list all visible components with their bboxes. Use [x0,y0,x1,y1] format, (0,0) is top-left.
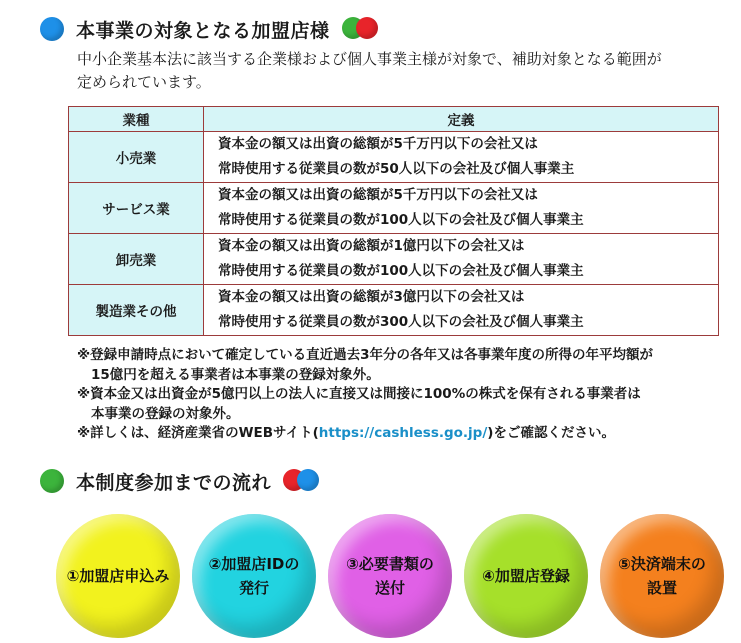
industry-cell: 製造業その他 [69,285,204,336]
section-heading-eligible-merchants [40,14,382,44]
table-header-row [69,107,719,132]
definition-line: 常時使用する従業員の数が300人以下の会社及び個人事業主 [218,314,584,330]
step-label: 送付 [374,579,405,597]
table-row [69,234,719,285]
green-red-circles-icon [342,17,382,41]
step-label: 発行 [238,579,269,597]
industry-cell: サービス業 [69,183,204,234]
table-row [69,132,719,183]
step-label: ④加盟店登録 [482,567,570,585]
definition-cell [204,132,719,183]
cashless-website-link[interactable]: https://cashless.go.jp/ [318,425,488,441]
footnote-line [77,424,727,444]
footnote-prefix: ※詳しくは、経済産業省のWEBサイト( [77,425,319,441]
definition-line: 常時使用する従業員の数が100人以下の会社及び個人事業主 [218,212,584,228]
industry-cell: 小売業 [69,132,204,183]
section-title: 本事業の対象となる加盟店様 [76,19,330,42]
table-row [69,183,719,234]
intro-line: 定められています。 [77,73,211,91]
section-heading-participation-flow [40,466,323,496]
industry-cell: 卸売業 [69,234,204,285]
footnote-line: 本事業の登録の対象外。 [91,405,240,422]
step-circle-merchant-id-issuance [192,514,316,638]
definition-cell [204,234,719,285]
step-label: ①加盟店申込み [66,567,170,585]
green-bullet-icon [40,469,64,493]
definition-line: 資本金の額又は出資の総額が3億円以下の会社又は [218,289,525,305]
intro-text [77,48,725,94]
step-circle-send-documents [328,514,452,638]
footnote-line: 15億円を超える事業者は本事業の登録対象外。 [91,366,380,383]
step-label: ②加盟店IDの [208,555,300,573]
table-row [69,285,719,336]
footnote-line: ※資本金又は出資金が5億円以上の法人に直接又は間接に100%の株式を保有される事業者は [77,386,641,402]
eligibility-table [68,106,719,336]
footnote-line: ※登録申請時点において確定している直近過去3年分の各年又は各事業年度の所得の年平均額が [77,347,654,363]
red-blue-circles-icon [283,469,323,493]
step-circle-merchant-registration [464,514,588,638]
footnotes [77,346,727,444]
definition-cell [204,183,719,234]
definition-line: 常時使用する従業員の数が100人以下の会社及び個人事業主 [218,263,584,279]
step-label: ⑤決済端末の [618,555,706,573]
definition-line: 資本金の額又は出資の総額が1億円以下の会社又は [218,238,525,254]
step-circle-terminal-installation [600,514,724,638]
step-circle-merchant-application [56,514,180,638]
definition-line: 資本金の額又は出資の総額が5千万円以下の会社又は [218,136,538,152]
blue-bullet-icon [40,17,64,41]
footnote-suffix: )をご確認ください。 [487,425,615,441]
section-title: 本制度参加までの流れ [76,471,272,494]
step-label: 設置 [646,579,677,597]
column-header-industry: 業種 [69,107,204,132]
definition-line: 常時使用する従業員の数が50人以下の会社及び個人事業主 [218,161,575,177]
definition-cell [204,285,719,336]
flow-steps [56,514,736,642]
step-label: ③必要書類の [346,555,434,573]
intro-line: 中小企業基本法に該当する企業様および個人事業主様が対象で、補助対象となる範囲が [77,50,662,68]
definition-line: 資本金の額又は出資の総額が5千万円以下の会社又は [218,187,538,203]
column-header-definition: 定義 [204,107,719,132]
